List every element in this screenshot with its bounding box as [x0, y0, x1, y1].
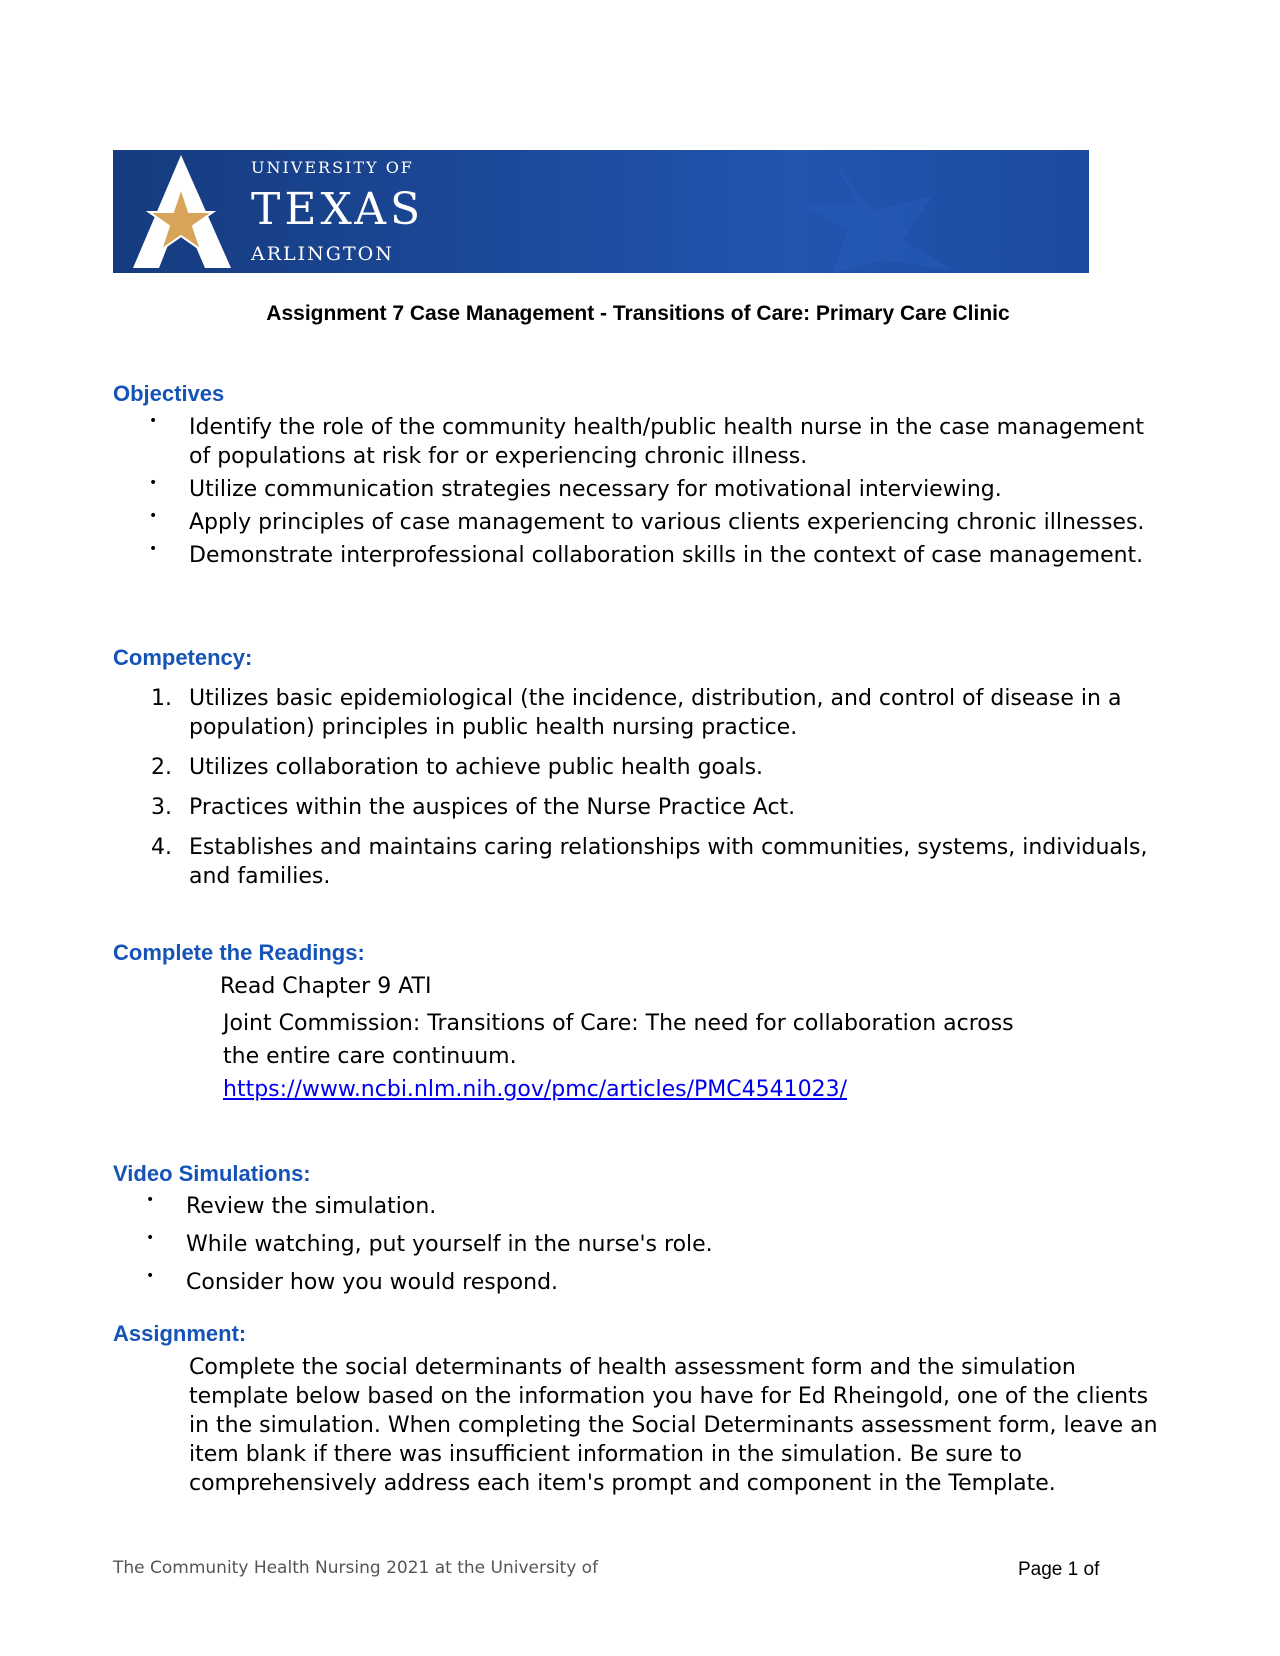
objective-item: • Utilize communication strategies necessary for motivational interviewing.: [145, 475, 1165, 504]
objectives-heading: Objectives: [113, 381, 225, 406]
university-banner: [113, 150, 1089, 273]
assignment-instructions: Complete the social determinants of health assessment form and the simulation template below based on the information you have for Ed Rheingold, one of the clients in the simulation. When completing the Social Determinants assessment form, leave an item blank if there was insufficient information in the simulation. Be sure to comprehensively address each item's prompt and component in the Template.: [189, 1355, 1158, 1496]
footer-credit: The Community Health Nursing 2021 at the University of: [113, 1558, 599, 1578]
video-item: • While watching, put yourself in the nurse's role.: [142, 1230, 1162, 1259]
readings-heading: Complete the Readings:: [113, 940, 365, 965]
competency-heading: Competency:: [113, 645, 253, 670]
reading-item-joint-commission-line2: the entire care continuum.: [223, 1044, 517, 1069]
objective-item: • Identify the role of the community health/public health nurse in the case management of populations at risk for or experiencing chronic illness.: [145, 413, 1165, 471]
reading-article-link[interactable]: https://www.ncbi.nlm.nih.gov/pmc/articles/PMC4541023/: [223, 1077, 848, 1102]
objective-item: • Apply principles of case management to various clients experiencing chronic illnesses.: [145, 508, 1165, 537]
readings-block: [220, 970, 1163, 1106]
decorative-star-icon: [803, 160, 953, 273]
logo-texas: TEXAS: [251, 184, 425, 235]
competency-item: 2. Utilizes collaboration to achieve public health goals.: [151, 755, 764, 780]
competency-item: 4. Establishes and maintains caring relationships with communities, systems, individuals, and families.: [151, 835, 1148, 889]
reading-item-ati: Read Chapter 9 ATI: [220, 974, 432, 999]
logo-university-of: UNIVERSITY OF: [251, 158, 414, 177]
video-item: • Review the simulation.: [142, 1192, 1162, 1221]
video-simulations-list: [142, 1192, 1162, 1297]
video-item: • Consider how you would respond.: [142, 1268, 1162, 1297]
video-simulations-heading: Video Simulations:: [113, 1161, 311, 1186]
competency-item: 3. Practices within the auspices of the Nurse Practice Act.: [151, 795, 796, 820]
competency-item: 1. Utilizes basic epidemiological (the incidence, distribution, and control of disease in a population) principles in public health nursing practice.: [151, 686, 1122, 740]
reading-item-joint-commission-line1: Joint Commission: Transitions of Care: The need for collaboration across: [223, 1011, 1014, 1036]
objectives-list: [145, 413, 1165, 570]
objective-item: • Demonstrate interprofessional collaboration skills in the context of case management.: [145, 541, 1165, 570]
logo-arlington: ARLINGTON: [251, 243, 394, 265]
footer-page-number: Page 1 of: [1018, 1559, 1100, 1580]
document-title: Assignment 7 Case Management - Transitions of Care: Primary Care Clinic: [266, 302, 1010, 325]
assignment-heading: Assignment:: [113, 1321, 247, 1346]
competency-list: [145, 684, 1165, 891]
